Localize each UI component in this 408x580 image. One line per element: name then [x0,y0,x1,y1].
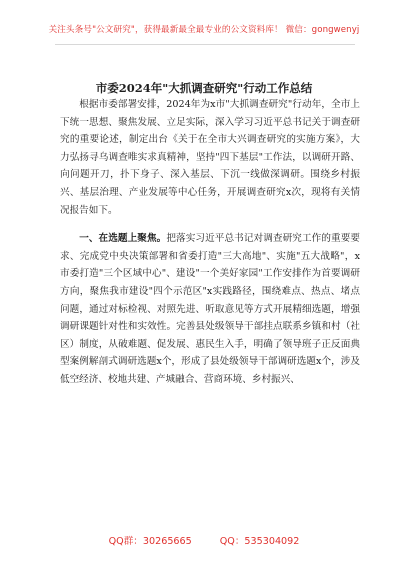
section-1-paragraph [60,230,360,388]
intro-paragraph: 根据市委部署安排，2024年为x市"大抓调查研究"行动年，全市上下统一思想、聚焦发展、立足实际，深入学习习近平总书记关于调查研究的重要论述，制定出台《关于在全市大兴调查研究的实施方案》，大力弘扬寻乌调查唯实求真精神，坚持"四下基层"工作法，以调研开路、向问题开刀，扑下身子、深入基层、下沉一线做深调研。围绕乡村振兴、基层治理、产业发展等中心任务，开展调查研究x次，现将有关情况报告如下。 [60,99,360,216]
section-1-heading: 一、在选题上聚焦。 [79,233,167,245]
footer-qq-number: QQ：535304092 [219,536,300,547]
header-divider [55,44,355,45]
document-body [60,96,360,389]
footer-contacts [0,533,408,547]
section-1-body: 把落实习近平总书记对调查研究工作的重要要求、完成党中央决策部署和省委打造"三大高地"、实施"五大战略"，x市委打造"三个区域中心"、建设"一个美好家园"工作安排作为首要调研方向，聚焦我市建设"四个示范区"x实践路径，围绕难点、热点、堵点问题，通过对标检视、对照先进、听取意见等方式开展精细选题，增强调研课题针对性和实效性。完善县处级领导干部挂点联系乡镇和村（社区）制度，从破难题、促发展、惠民生入手，明确了领导班子正反面典型案例解剖式调研选题x个，形成了县处级领导干部调研选题x个，涉及低空经济、校地共建、产城融合、营商环境、乡村振兴、 [60,233,361,385]
document-title: 市委2024年"大抓调查研究"行动工作总结 [95,81,313,95]
header-banner: 关注头条号"公文研究"，获得最新最全最专业的公文资料库！ 微信：gongwenyj [48,25,360,35]
footer-qq-group: QQ群：30265665 [108,536,192,547]
